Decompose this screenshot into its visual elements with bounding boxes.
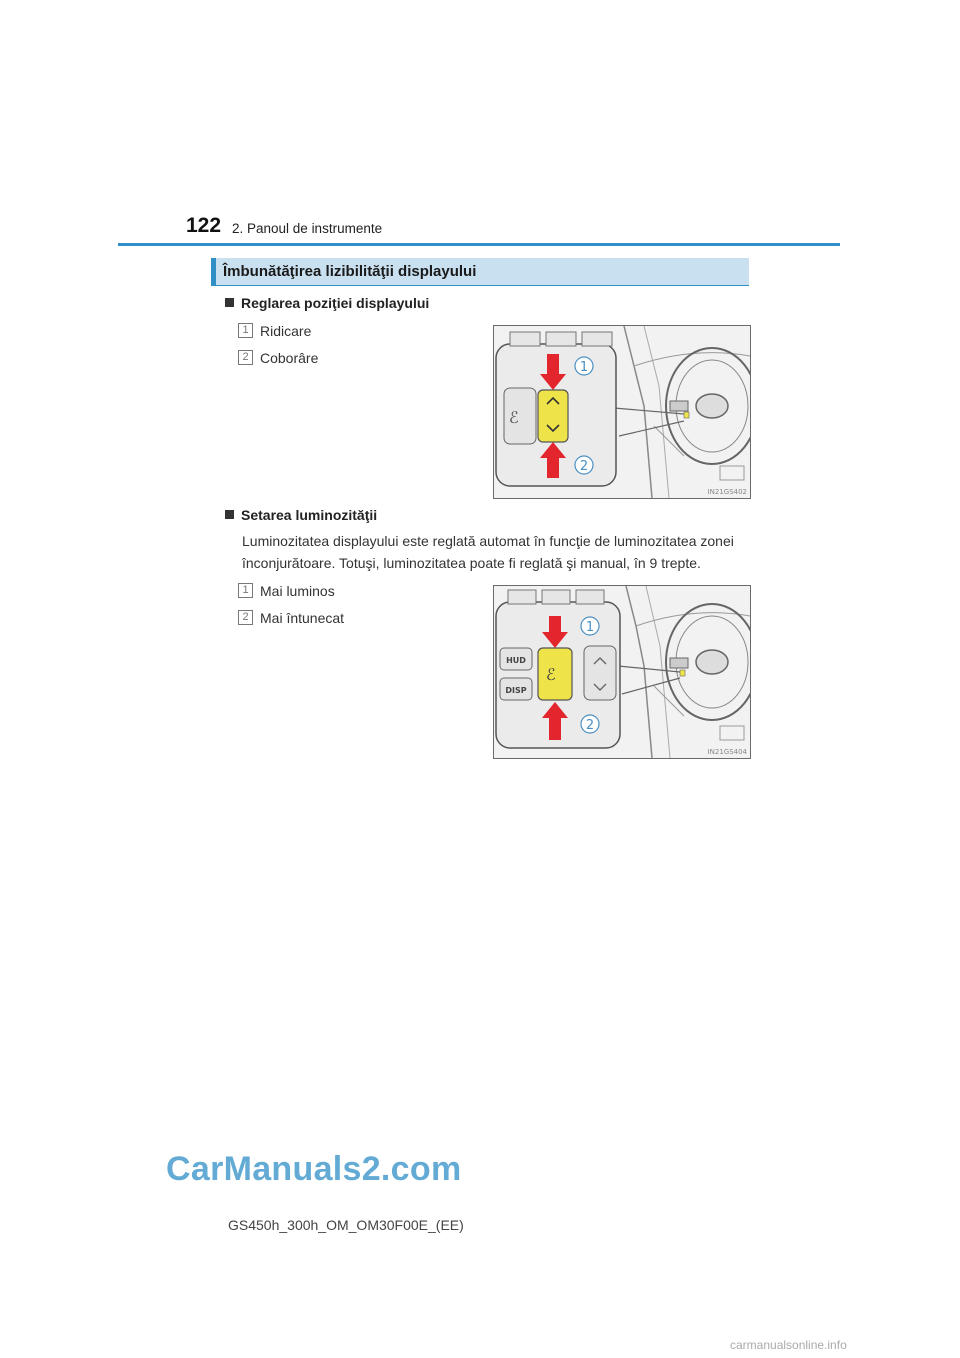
- brightness-figure-code: IN21GS404: [707, 748, 747, 756]
- brightness-heading: [225, 507, 377, 523]
- square-bullet-icon: [225, 298, 234, 307]
- brightness-item-1-number: 1: [238, 583, 253, 598]
- section-title: Îmbunătăţirea lizibilităţii displayului: [223, 263, 477, 280]
- page-number: 122: [186, 214, 222, 237]
- chapter-title: 2. Panoul de instrumente: [232, 221, 383, 236]
- footer-code: GS450h_300h_OM_OM30F00E_(EE): [228, 1217, 464, 1233]
- position-illustration: [494, 326, 750, 498]
- brightness-callout-2: 2: [585, 718, 595, 733]
- brightness-illustration: [494, 586, 750, 758]
- svg-text:ℰ: ℰ: [546, 665, 556, 684]
- position-item-2-number: 2: [238, 350, 253, 365]
- brightness-item-1-label: Mai luminos: [260, 583, 335, 599]
- position-figure-code: IN21GS402: [707, 488, 747, 496]
- position-item-1-label: Ridicare: [260, 323, 312, 339]
- brightness-heading-text: Setarea luminozităţii: [241, 507, 378, 523]
- position-callout-1: 1: [579, 360, 589, 375]
- square-bullet-icon: [225, 510, 234, 519]
- hud-button-label: HUD: [506, 656, 526, 665]
- brightness-body-line-2: înconjurătoare. Totuşi, luminozitatea poate fi reglată şi manual, în 9 trepte.: [242, 555, 701, 571]
- section-header: [211, 258, 749, 286]
- watermark-logo: CarManuals2.com: [166, 1150, 462, 1188]
- position-item-1-number: 1: [238, 323, 253, 338]
- brightness-figure: [493, 585, 751, 759]
- position-heading: [225, 295, 429, 311]
- section-header-bar: [211, 258, 216, 285]
- brightness-body-line-1: Luminozitatea displayului este reglată automat în funcţie de luminozitatea zonei: [242, 533, 734, 549]
- site-watermark: carmanualsonline.info: [730, 1338, 847, 1352]
- position-callout-2: 2: [579, 459, 589, 474]
- disp-button-label: DISP: [505, 686, 527, 695]
- header-rule: [118, 243, 840, 246]
- position-heading-text: Reglarea poziţiei displayului: [241, 295, 430, 311]
- position-item-2-label: Coborâre: [260, 350, 319, 366]
- position-figure: [493, 325, 751, 499]
- svg-text:ℰ: ℰ: [509, 408, 519, 427]
- brightness-callout-1: 1: [585, 620, 595, 635]
- brightness-body: [242, 530, 752, 574]
- brightness-item-2-label: Mai întunecat: [260, 610, 345, 626]
- brightness-item-2-number: 2: [238, 610, 253, 625]
